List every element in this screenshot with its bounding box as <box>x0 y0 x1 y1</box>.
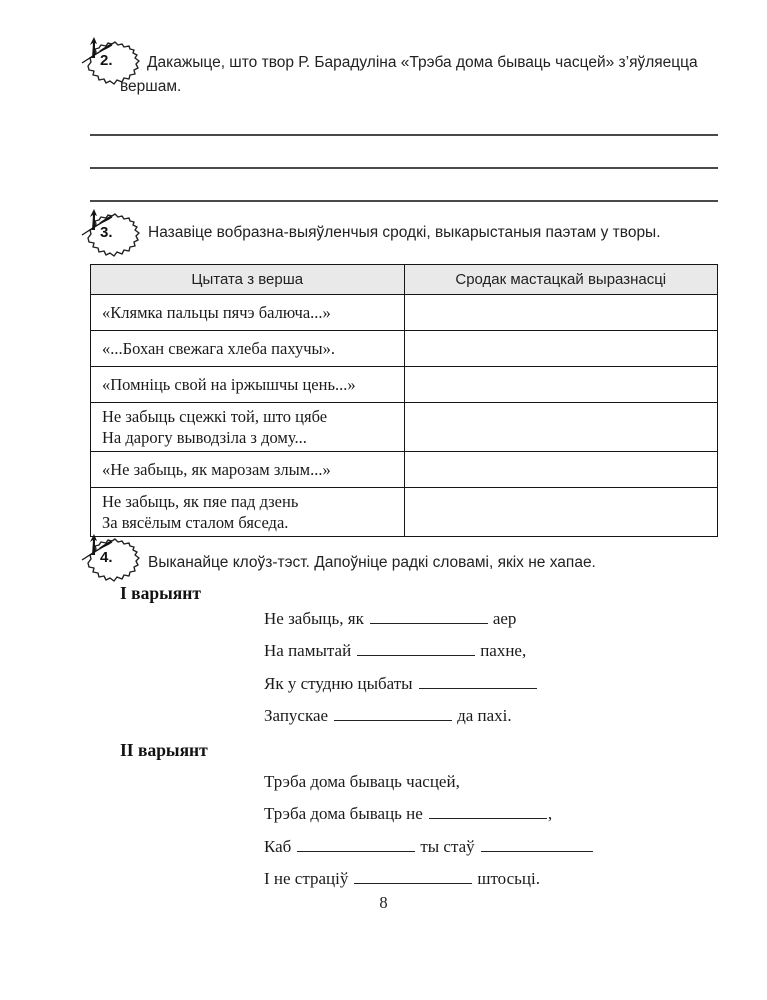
answer-cell <box>404 331 718 367</box>
column-header-device: Сродак мастацкай выразнасці <box>404 265 718 295</box>
writing-line <box>90 200 718 202</box>
table-row <box>91 403 718 452</box>
task-2-instruction: Дакажыце, што твор Р. Барадуліна «Трэба дома бываць часцей» з’яўляецца вершам. <box>120 54 698 95</box>
variant-1-title: І варыянт <box>120 583 201 603</box>
cloze-line: Як у студню цыбаты <box>264 674 542 706</box>
table-row <box>91 452 718 488</box>
variant-2-title: ІІ варыянт <box>120 740 208 760</box>
table-row <box>91 488 718 537</box>
task-3-marker <box>80 207 146 265</box>
answer-blank <box>419 686 537 689</box>
answer-blank <box>297 849 415 852</box>
task-3-instruction: Назавіце вобразна-выяўленчыя сродкі, выкарыстаныя паэтам у творы. <box>148 224 661 241</box>
cloze-variant-1 <box>264 609 542 739</box>
quote-cell: «Клямка пальцы пячэ балюча...» <box>91 295 405 331</box>
quote-cell: «Не забыць, як марозам злым...» <box>91 452 405 488</box>
quote-cell: Не забыць сцежкі той, што цябе На дарогу выводзіла з дому... <box>91 403 405 452</box>
table-row <box>91 295 718 331</box>
cloze-line: Каб ты стаў <box>264 837 598 869</box>
answer-blank <box>370 621 488 624</box>
answer-blank <box>481 849 593 852</box>
quote-cell: «...Бохан свежага хлеба пахучы». <box>91 331 405 367</box>
cloze-line: Трэба дома бываць не , <box>264 804 553 824</box>
cloze-line: І не страціў штосьці. <box>264 869 540 889</box>
quote-cell: Не забыць, як пяе пад дзень За вясёлым сталом бяседа. <box>91 488 405 537</box>
cloze-line: Запускае да пахі. <box>264 706 512 726</box>
quote-cell: «Помніць свой на іржышчы цень...» <box>91 367 405 403</box>
answer-blank <box>334 718 452 721</box>
table-row <box>91 331 718 367</box>
task-4-instruction: Выканайце клоўз-тэст. Дапоўніце радкі словамі, якіх не хапае. <box>148 554 596 571</box>
table-row <box>91 367 718 403</box>
task-number: 4. <box>100 549 113 566</box>
answer-blank <box>357 653 475 656</box>
quotes-table <box>90 264 718 537</box>
answer-blank <box>429 816 547 819</box>
writing-line <box>90 134 718 136</box>
cloze-line: Не забыць, як аер <box>264 609 517 628</box>
answer-cell <box>404 488 718 537</box>
answer-cell <box>404 367 718 403</box>
task-4-marker <box>80 532 146 590</box>
task-number: 3. <box>100 224 113 241</box>
cloze-line: Трэба дома бываць часцей, <box>264 772 460 791</box>
answer-cell <box>404 295 718 331</box>
cloze-line: На памытай пахне, <box>264 641 527 661</box>
column-header-quote: Цытата з верша <box>91 265 405 295</box>
answer-cell <box>404 403 718 452</box>
answer-cell <box>404 452 718 488</box>
page-number: 8 <box>379 893 388 912</box>
cloze-variant-2 <box>264 772 598 902</box>
task-number: 2. <box>100 52 113 69</box>
table-header-row <box>91 265 718 295</box>
answer-blank <box>354 881 472 884</box>
writing-line <box>90 167 718 169</box>
